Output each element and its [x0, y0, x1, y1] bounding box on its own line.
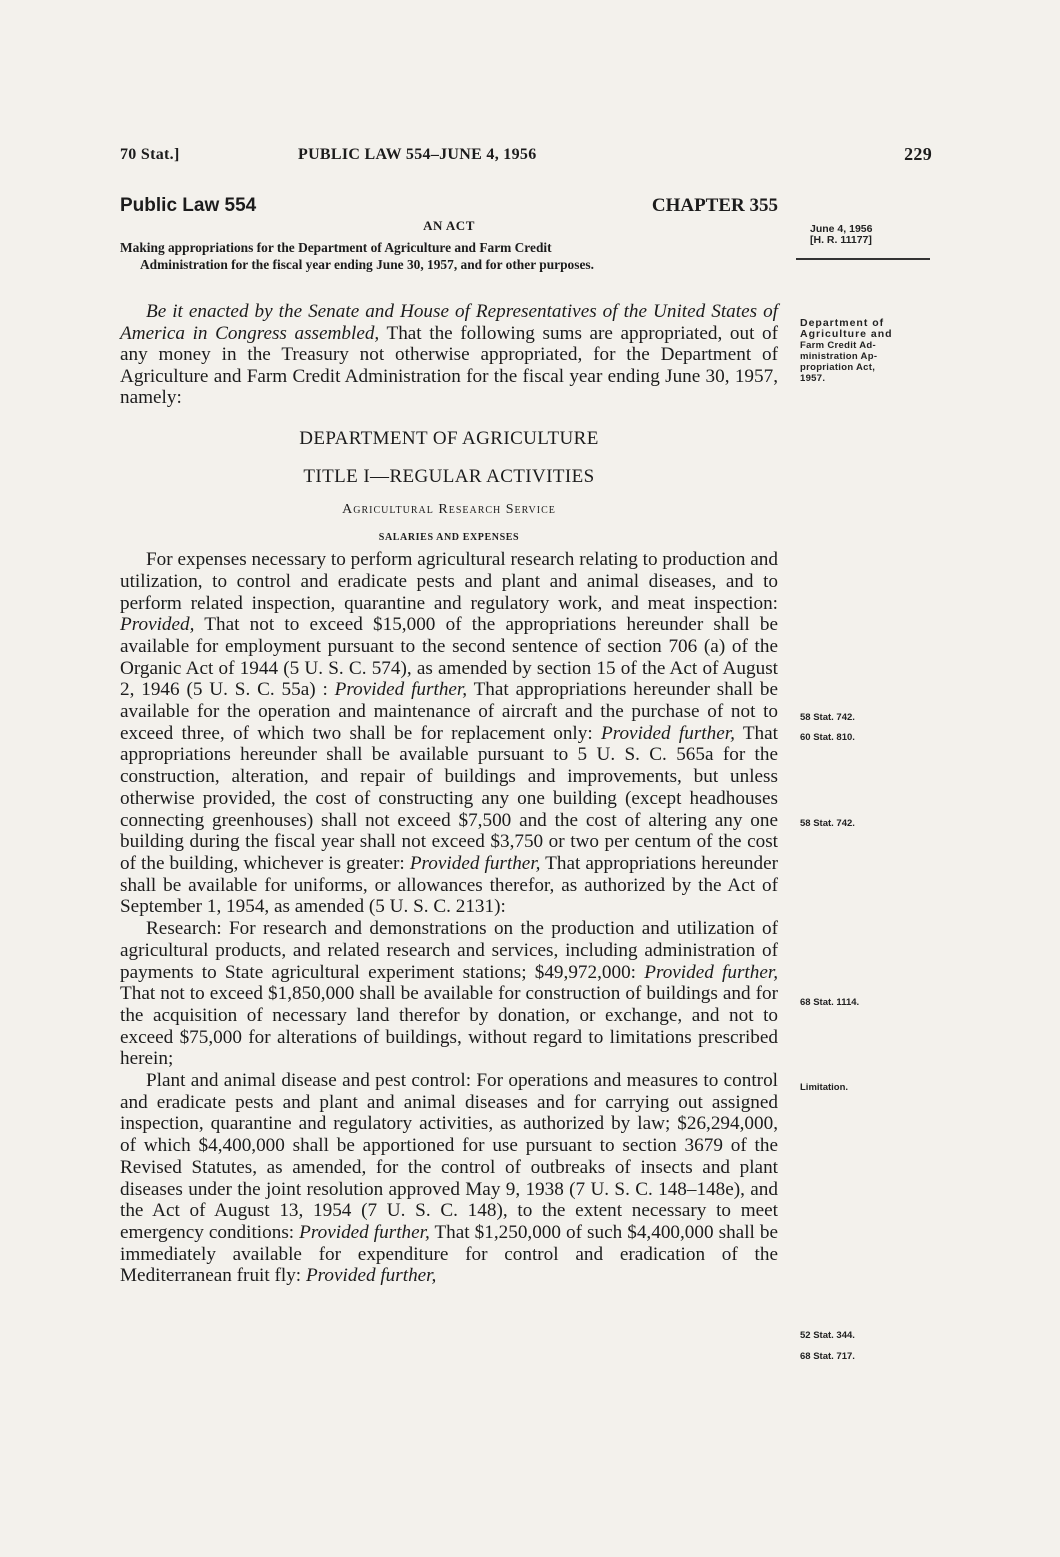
text-run: That $1,250,000 of such $4,400,000 shall be immediately available for expenditure for control and eradication of the Mediterranean fruit fly: — [120, 1221, 778, 1287]
margin-act-line: ministration Ap- — [800, 351, 878, 362]
agency-heading: Agricultural Research Service — [342, 502, 556, 518]
an-act-label: AN ACT — [423, 218, 475, 233]
page-number: 229 — [904, 144, 932, 164]
margin-act-line: Agriculture and — [800, 328, 893, 340]
margin-divider — [796, 258, 930, 260]
stat-reference: 70 Stat.] — [120, 146, 180, 163]
italic-run: Provided further, — [644, 961, 779, 983]
law-heading — [120, 195, 778, 217]
main-text — [120, 195, 778, 1287]
margin-date — [810, 224, 872, 246]
department-heading: DEPARTMENT OF AGRICULTURE — [299, 428, 599, 450]
margin-citation: 68 Stat. 1114. — [800, 997, 860, 1008]
italic-run: Provided further, — [305, 1265, 437, 1287]
text-run: Plant and animal disease and pest control: For operations and measures to control and eradicate pests and plant and animal diseases and for carrying out assigned inspection, quarantine and regulatory activities, as authorized by law; $26,294,000, of which $4,400,000 shall be apportioned for use pursuant to section 3679 of the Revised Statutes, as amended, for the control of outbreaks of insects and plant diseases under the joint resolution approved May 9, 1938 (7 U. S. C. 148–148e), and the Act of August 13, 1954 (7 U. S. C. 148), to the extent necessary to meet emergency conditions: — [120, 1070, 778, 1243]
margin-citation: 60 Stat. 810. — [800, 732, 855, 743]
margin-citation: 52 Stat. 344. — [800, 1330, 855, 1341]
header-title: PUBLIC LAW 554–JUNE 4, 1956 — [298, 146, 537, 163]
text-run: Research: For research and demonstrations on the production and utilization of agricultural products, and related research and services, including administration of payments to State agricultural experiment stations; $49,972,000: — [120, 918, 778, 983]
margin-limitation: Limitation. — [800, 1082, 849, 1093]
enacting-clause — [120, 301, 778, 409]
text-run: For expenses necessary to perform agricultural research relating to production and utilization, to control and eradicate pests and plant and animal diseases, and to perform related inspection, quarantine and regulatory work, and meat inspection: — [120, 549, 778, 614]
text-run: That appropriations hereunder shall be available pursuant to 5 U. S. C. 565a for the construction, alteration, and repair of buildings and improvements, but unless otherwise provided, the cost of constructing any one building (except headhouses connecting greenhouses) shall not exceed $7,500 and the cost of altering any one building during the fiscal year shall not exceed $3,750 or two per centum of the cost of the building, whichever is greater: — [120, 722, 778, 874]
margin-act-line: Farm Credit Ad- — [800, 340, 876, 351]
margin-bill-number: [H. R. 11177] — [810, 234, 872, 246]
act-purpose — [120, 239, 778, 273]
paragraph-expenses — [120, 549, 778, 918]
italic-run: Provided further, — [299, 1221, 430, 1243]
paragraph-research — [120, 918, 778, 1070]
text-run: That appropriations hereunder shall be available for uniforms, or allowances therefor, as authorized by the Act of September 1, 1954, as amended (5 U. S. C. 2131): — [120, 853, 778, 918]
margin-citation: 58 Stat. 742. — [800, 712, 855, 723]
italic-run: Provided further, — [600, 722, 735, 744]
text-run: That appropriations hereunder shall be available for the operation and maintenance of aircraft and the purchase of not to exceed three, of which two shall be for replacement only: — [120, 679, 778, 744]
chapter-number: CHAPTER 355 — [651, 195, 778, 216]
enacting-italic: Be it enacted by the Senate and House of Representatives of the United States of America in Congress assembled, — [120, 301, 778, 344]
margin-act-title — [800, 318, 893, 384]
salaries-heading: SALARIES AND EXPENSES — [378, 532, 520, 544]
margin-citation: 58 Stat. 742. — [800, 818, 855, 829]
paragraph-pest-control — [120, 1070, 778, 1287]
italic-run: Provided further, — [334, 679, 468, 701]
margin-act-line: 1957. — [800, 373, 826, 384]
margin-date-line: June 4, 1956 — [810, 223, 873, 235]
enacting-rest: That the following sums are appropriated, out of any money in the Treasury not otherwise appropriated, for the Department of Agriculture and Farm Credit Administration for the fiscal year ending June 30, 1957, namely: — [120, 322, 778, 409]
margin-citation: 68 Stat. 717. — [800, 1351, 855, 1362]
margin-act-line: Department of — [800, 317, 885, 329]
text-run: That not to exceed $15,000 of the appropriations hereunder shall be available for employment pursuant to the second sentence of section 706 (a) of the Organic Act of 1944 (5 U. S. C. 574), as amended by section 15 of the Act of August 2, 1946 (5 U. S. C. 55a) : — [120, 614, 778, 701]
title-heading: TITLE I—REGULAR ACTIVITIES — [303, 466, 595, 488]
italic-run: Provided, — [120, 614, 195, 636]
purpose-line-1: Making appropriations for the Department of Agriculture and Farm Credit — [120, 240, 552, 255]
purpose-line-2: Administration for the fiscal year ending June 30, 1957, and for other purposes. — [140, 257, 594, 272]
margin-act-line: propriation Act, — [800, 362, 876, 373]
text-run: That not to exceed $1,850,000 shall be available for construction of buildings and for the acquisition of necessary land therefor by donation, or exchange, and not to exceed $75,000 for alterations of buildings, without regard to limitations prescribed herein; — [120, 983, 778, 1070]
public-law-number: Public Law 554 — [120, 195, 257, 216]
italic-run: Provided further, — [409, 853, 541, 874]
